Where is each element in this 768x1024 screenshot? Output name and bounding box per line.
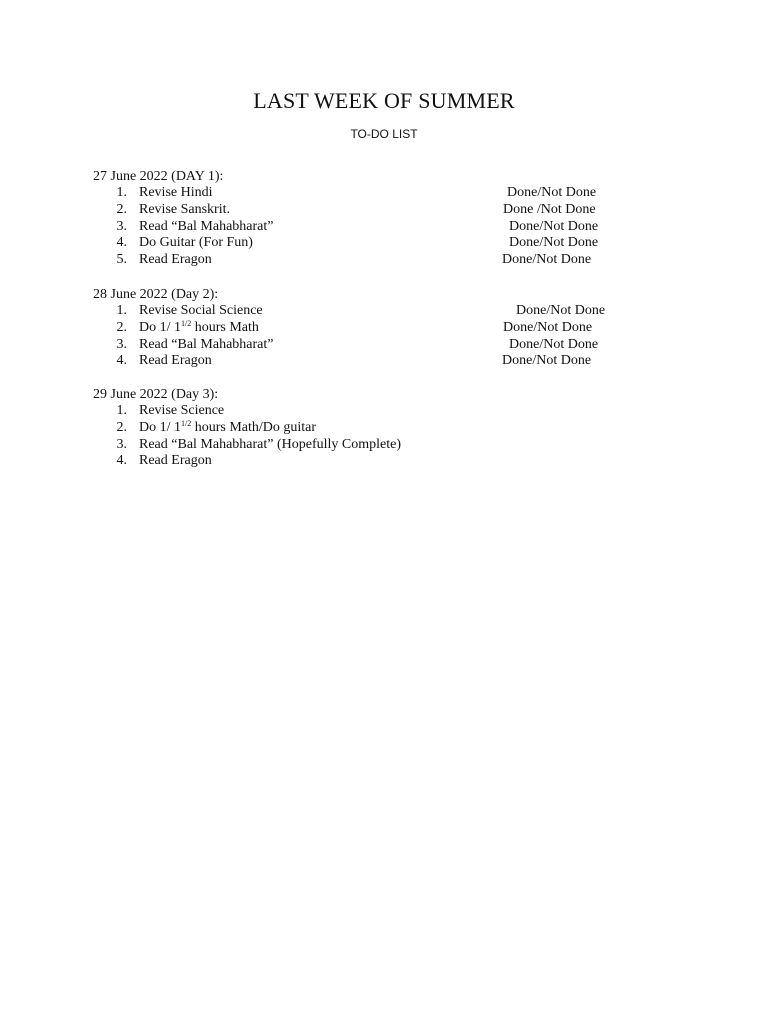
task-status: Done/Not Done [502,353,592,369]
task-text: Revise Hindi [139,185,213,200]
task-item [93,219,693,236]
task-text: Read “Bal Mahabharat” (Hopefully Complete) [139,436,402,452]
day-section-3 [93,386,693,470]
task-text: Read “Bal Mahabharat” [139,218,274,234]
task-text: Do Guitar (For Fun) [139,235,253,251]
task-text: Read Eragon [139,252,212,268]
task-number: 4. [116,235,127,251]
task-status: Done/Not Done [509,336,599,352]
task-number: 1. [116,303,127,318]
day-section-1 [93,168,693,269]
task-item [93,320,693,337]
task-item [93,353,693,370]
task-text: Read Eragon [139,453,212,469]
task-text: Revise Sanskrit. [139,201,230,217]
task-text: Read “Bal Mahabharat” [139,336,274,352]
task-item [93,453,693,470]
task-text-end: hours Math [191,319,259,335]
task-number: 5. [116,252,127,268]
task-number: 2. [116,319,127,335]
task-number: 3. [116,218,127,234]
day-section-2 [93,286,693,370]
task-text-start: Do 1/ 1 [139,419,181,435]
task-text-start: Do 1/ 1 [139,319,181,335]
task-text [139,420,316,437]
task-number: 3. [116,436,127,452]
task-item [93,420,693,437]
task-status: Done/Not Done [502,252,592,268]
task-text-end: hours Math/Do guitar [191,419,317,435]
task-number: 3. [116,336,127,352]
task-text: Read Eragon [139,353,212,369]
task-text: Revise Social Science [139,303,263,318]
task-number: 2. [116,201,127,217]
task-item [93,235,693,252]
task-text [139,320,259,337]
task-status: Done/Not Done [507,185,597,200]
fraction-superscript: 1/2 [181,418,192,428]
document-subtitle: TO-DO LIST [350,127,418,141]
task-item [93,202,693,219]
day-heading: 29 June 2022 (Day 3): [93,387,219,402]
task-text: Revise Science [139,403,225,418]
task-item [93,337,693,354]
task-number: 2. [116,419,127,435]
task-item [93,303,693,320]
task-item [93,185,693,202]
task-status: Done/Not Done [509,235,599,251]
task-item [93,252,693,269]
task-number: 4. [116,453,127,469]
task-item [93,437,693,454]
document-title: LAST WEEK OF SUMMER [253,88,515,113]
task-number: 4. [116,353,127,369]
day-heading: 28 June 2022 (Day 2): [93,287,219,302]
task-number: 1. [116,185,127,200]
task-number: 1. [116,403,127,418]
fraction-superscript: 1/2 [181,318,192,328]
task-status: Done /Not Done [503,201,596,217]
task-status: Done/Not Done [516,303,606,318]
task-item [93,403,693,420]
task-status: Done/Not Done [509,218,599,234]
day-heading: 27 June 2022 (DAY 1): [93,169,224,184]
task-status: Done/Not Done [503,319,593,335]
